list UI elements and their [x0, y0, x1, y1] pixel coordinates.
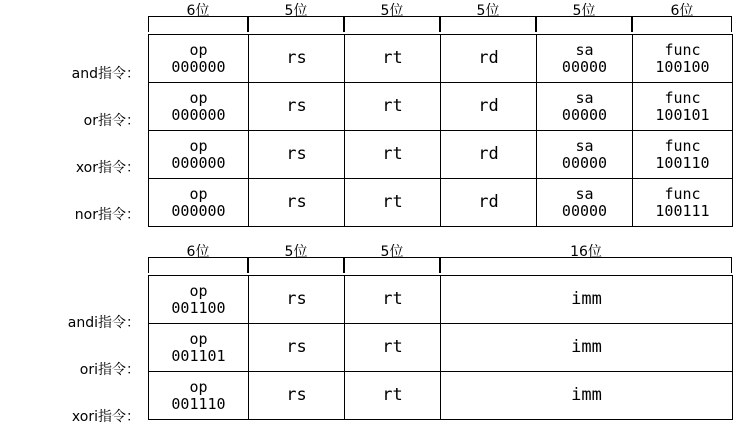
row-label-ori: ori指令：	[79, 362, 140, 378]
cell-sa: sa 00000	[537, 83, 633, 131]
r-type-block	[148, 3, 733, 227]
cell-rt: rt	[345, 372, 441, 420]
width-bar-rd	[440, 3, 536, 32]
width-bar-op	[148, 3, 248, 32]
table-row	[149, 276, 733, 324]
cell-rd: rd	[441, 83, 537, 131]
i-type-table	[148, 275, 733, 420]
cell-op: op 000000	[149, 35, 249, 83]
cell-rs: rs	[249, 131, 345, 179]
width-label-rs: 5位	[284, 244, 308, 260]
cell-op: op 001100	[149, 276, 249, 324]
cell-func: func 100111	[633, 179, 733, 227]
row-label-xori: xori指令：	[71, 409, 140, 425]
width-bar-op	[148, 244, 248, 273]
cell-sa: sa 00000	[537, 179, 633, 227]
cell-rs: rs	[249, 324, 345, 372]
width-label-imm: 16位	[570, 244, 602, 260]
row-label-or: or指令：	[83, 113, 140, 129]
cell-rt: rt	[345, 131, 441, 179]
cell-imm: imm	[441, 372, 733, 420]
cell-rs: rs	[249, 372, 345, 420]
row-label-andi: andi指令：	[67, 315, 140, 331]
cell-sa: sa 00000	[537, 131, 633, 179]
cell-func: func 100101	[633, 83, 733, 131]
r-type-width-bars	[148, 3, 733, 34]
cell-rt: rt	[345, 35, 441, 83]
width-bar-sa	[536, 3, 632, 32]
cell-op: op 000000	[149, 83, 249, 131]
width-bar-imm	[440, 244, 732, 273]
cell-rd: rd	[441, 179, 537, 227]
width-bar-rs	[248, 3, 344, 32]
cell-rt: rt	[345, 324, 441, 372]
table-row	[149, 179, 733, 227]
row-label-xor: xor指令：	[75, 160, 140, 176]
cell-rs: rs	[249, 276, 345, 324]
row-label-and: and指令：	[71, 66, 140, 82]
table-row	[149, 35, 733, 83]
table-row	[149, 324, 733, 372]
cell-rs: rs	[249, 35, 345, 83]
cell-rd: rd	[441, 35, 537, 83]
width-label-rs: 5位	[284, 3, 308, 19]
width-bar-rt	[344, 244, 440, 273]
cell-rd: rd	[441, 131, 537, 179]
cell-op: op 001101	[149, 324, 249, 372]
width-label-func: 6位	[670, 3, 694, 19]
cell-rt: rt	[345, 276, 441, 324]
r-type-table	[148, 34, 733, 227]
cell-op: op 000000	[149, 131, 249, 179]
cell-imm: imm	[441, 324, 733, 372]
cell-op: op 001110	[149, 372, 249, 420]
i-type-width-bars	[148, 244, 733, 275]
width-label-rt: 5位	[380, 244, 404, 260]
row-label-nor: nor指令：	[74, 207, 140, 223]
width-bar-rs	[248, 244, 344, 273]
width-bar-func	[632, 3, 732, 32]
cell-rs: rs	[249, 83, 345, 131]
width-label-rt: 5位	[380, 3, 404, 19]
width-label-sa: 5位	[572, 3, 596, 19]
width-label-op: 6位	[186, 3, 210, 19]
cell-imm: imm	[441, 276, 733, 324]
cell-op: op 000000	[149, 179, 249, 227]
width-label-op: 6位	[186, 244, 210, 260]
cell-rt: rt	[345, 83, 441, 131]
i-type-block	[148, 244, 733, 420]
cell-rs: rs	[249, 179, 345, 227]
width-label-rd: 5位	[476, 3, 500, 19]
width-bar-rt	[344, 3, 440, 32]
cell-rt: rt	[345, 179, 441, 227]
table-row	[149, 372, 733, 420]
cell-func: func 100100	[633, 35, 733, 83]
cell-sa: sa 00000	[537, 35, 633, 83]
table-row	[149, 83, 733, 131]
cell-func: func 100110	[633, 131, 733, 179]
table-row	[149, 131, 733, 179]
